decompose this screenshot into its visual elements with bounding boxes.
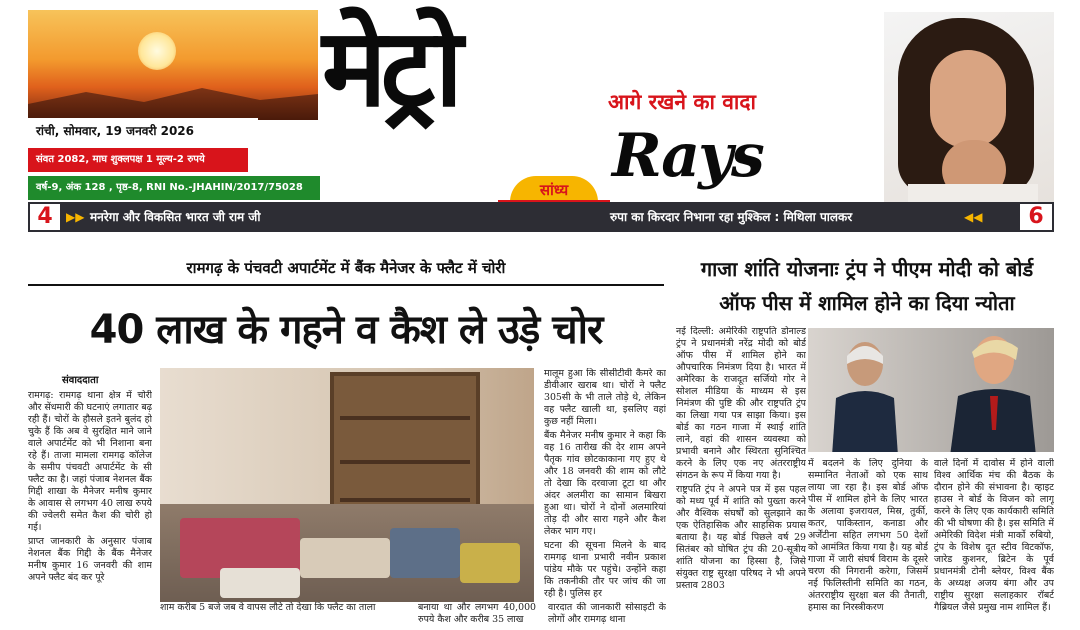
paragraph: शाम करीब 5 बजे जब वे वापस लौटे तो देखा कि फ्लैट का ताला (160, 602, 376, 613)
paragraph: बैंक मैनेजर मनीष कुमार ने कहा कि वह 16 तारीख की देर शाम अपने पैतृक गांव छोटकाकाना गए हुए थे और 18 जनवरी की शाम को लौटे तो देखा कि दरवाजा टूटा था और अंदर अलमीरा का सामान बिखरा हुआ था। चोरों ने दोनों अलमारियां तोड़ दी और सारा गहने और कैश लेकर भाग गए। (544, 430, 666, 537)
byline: संवाददाता (62, 375, 99, 386)
left-story-bottom-columns (418, 602, 666, 630)
prev-page-number[interactable]: 4 (30, 204, 60, 230)
paragraph: में बदलने के लिए दुनिया के सम्मानित नेताओं को एक साथ लाया जा रहा है। इस बोर्ड ऑफ पीस में शामिल होने के लिए भारत के अलावा इजरायल, मिस्र, तुर्की, कतर, पाकिस्तान, कनाडा और अर्जेंटीना सहित लगभग 50 देशों को आमंत्रित किया गया है। यह बोर्ड गाजा में जारी संघर्ष विराम के दूसरे चरण की निगरानी करेगा, जिसमें नई फिलिस्तीनी समिति का गठन, अंतरराष्ट्रीय सुरक्षा बल की तैनाती, हमास का निरस्त्रीकरण (808, 458, 928, 613)
paragraph: बनाया था और लगभग 40,000 रुपये कैश और करीब 35 लाख (418, 602, 536, 625)
headline-line-1: गाजा शांति योजनाः ट्रंप ने पीएम मोदी को बोर्ड (700, 257, 1034, 281)
right-story-column-1 (676, 326, 806, 630)
person-figure-right (948, 330, 1038, 452)
paragraph: मालूम हुआ कि सीसीटीवी कैमरे का डीवीआर खराब था। चोरों ने फ्लैट 305सी के भी ताले तोड़े थे, लेकिन वह फ्लैट खाली था, इसलिए वहां कुछ नहीं मिला। (544, 368, 666, 427)
nav-left-teaser[interactable]: मनरेगा और विकसित भारत जी राम जी (90, 210, 261, 224)
masthead-title-rays: Rays (612, 121, 763, 191)
masthead-sunset-image (28, 10, 318, 120)
masthead-title-metro: मेट्रो (322, 5, 457, 131)
masthead-tagline: आगे रखने का वादा (608, 90, 756, 114)
badge-top-text: सांध्य (510, 176, 598, 202)
dateline: रांची, सोमवार, 19 जनवरी 2026 (28, 118, 258, 144)
next-page-number[interactable]: 6 (1020, 204, 1052, 230)
forward-arrows-icon: ▶▶ (66, 210, 85, 224)
left-story-column-1 (28, 390, 152, 630)
paragraph: नई दिल्ली: अमेरिकी राष्ट्रपति डोनाल्ड ट्रंप ने प्रधानमंत्री नरेंद्र मोदी को बोर्ड ऑफ पीस में शामिल होने का औपचारिक निमंत्रण दिया है। भारत में अमेरिका के राजदूत सर्जियो गोर ने सोशल मीडिया के माध्यम से इस निमंत्रण की पुष्टि की और राष्ट्रपति ट्रंप का लिखा गया पत्र साझा किया। इस बोर्ड का गठन गाजा में स्थाई शांति लाने, वहां की शासन व्यवस्था को प्रभावी बनाने और स्थिरता सुनिश्चित करने के लिए एक नए अंतरराष्ट्रीय संगठन के रूप में किया गया है। (676, 326, 806, 481)
modi-trump-photo (808, 328, 1054, 452)
left-story-column-3 (544, 368, 666, 602)
paragraph: प्राप्त जानकारी के अनुसार पंजाब नेशनल बैंक गिद्दी के बैंक मैनेजर मनीष कुमार 16 जनवरी की शाम अपने फ्लैट बंद कर पूरे (28, 536, 152, 583)
right-story-headline (680, 252, 1054, 320)
nav-right-teaser[interactable]: रुपा का किरदार निभाना रहा मुश्किल : मिथिला पालकर (610, 210, 853, 224)
paragraph: रामगढ़: रामगढ़ थाना क्षेत्र में चोरी और सेंधमारी की घटनाएं लगातार बढ़ रही हैं। चोरों के हौसले इतने बुलंद हो चुके हैं कि अब वे सुरक्षित माने जाने वाले अपार्टमेंट को भी निशाना बना रहे हैं। ताजा मामला रामगढ़ कॉलेज के समीप पंचवटी अपार्टमेंट के सी फ्लैट का है। जहां पंजाब नेशनल बैंक गिद्दी शाखा के मैनेजर मनीष कुमार के आवास से लगभग 40 लाख रुपये की ज्वेलरी समेत कैश की चोरी हो गई। (28, 390, 152, 533)
person-figure-left (828, 336, 902, 452)
paragraph: वारदात की जानकारी सोसाइटी के लोगों और रामगढ़ थाना (548, 602, 666, 625)
left-story-headline: 40 लाख के गहने व कैश ले उड़े चोर (89, 307, 603, 353)
headline-line-2: ऑफ पीस में शामिल होने का दिया न्योता (719, 291, 1015, 315)
back-arrows-icon: ◀◀ (964, 210, 983, 224)
right-story-column-2 (808, 458, 928, 630)
actress-portrait-image (884, 12, 1054, 208)
edition-rni-strip: वर्ष-9, अंक 128 , पृष्ठ-8, RNI No.-JHAHIN/2017/75028 (28, 176, 320, 200)
paragraph: राष्ट्रपति ट्रंप ने अपने पत्र में इस पहल को मध्य पूर्व में शांति को पुख्ता करने और वैश्विक संघर्षों को सुलझाने का एक ऐतिहासिक और साहसिक प्रयास बताया है। यह बोर्ड पिछले वर्ष 29 सितंबर को घोषित ट्रंप की 20-सूत्रीय शांति योजना का हिस्सा है, जिसे संयुक्त राष्ट्र सुरक्षा परिषद ने भी अपने प्रस्ताव 2803 (676, 484, 806, 591)
divider (28, 284, 664, 286)
right-story-column-3 (934, 458, 1054, 630)
left-story-kicker: रामगढ़ के पंचवटी अपार्टमेंट में बैंक मैनेजर के फ्लैट में चोरी (186, 259, 506, 277)
paragraph: वाले दिनों में दावोस में होने वाली विश्व आर्थिक मंच की बैठक के दौरान होने की संभावना है। व्हाइट हाउस ने बोर्ड के विजन को लागू करने के लिए एक कार्यकारी समिति की भी घोषणा की है। इस समिति में अमेरिकी विदेश मंत्री मार्को रुबियो, ट्रंप के विशेष दूत स्टीव विटकॉफ, जारेड कुशनर, ब्रिटेन के पूर्व प्रधानमंत्री टोनी ब्लेयर, विश्व बैंक के अध्यक्ष अजय बंगा और उप राष्ट्रीय सुरक्षा सलाहकार रॉबर्ट गैब्रियल जैसे प्रमुख नाम शामिल हैं। (934, 458, 1054, 613)
burgled-flat-photo (160, 368, 534, 602)
paragraph: घटना की सूचना मिलने के बाद रामगढ़ थाना प्रभारी नवीन प्रकाश पांडेय मौके पर पहुंचे। उन्होंने कहा कि तकनीकी तौर पर जांच की जा रही है। पुलिस हर (544, 540, 666, 599)
samvat-price-strip: संवत 2082, माघ शुक्लपक्ष 1 मूल्य-2 रुपये (28, 148, 248, 172)
